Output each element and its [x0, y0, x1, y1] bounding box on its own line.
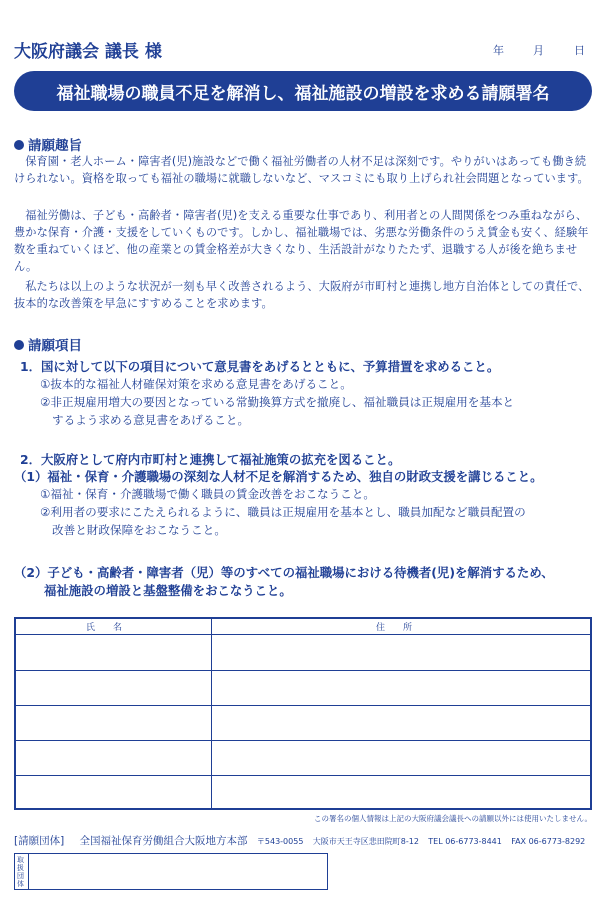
- date-month: 月: [533, 44, 544, 57]
- bullet-icon: [14, 140, 24, 150]
- col-header-address: 住所: [376, 623, 431, 633]
- handling-group-label: 取扱団体: [17, 856, 24, 888]
- signature-table: [14, 617, 592, 810]
- item-2: 2．大阪府として府内市町村と連携して福祉施策の拡充を図ること。: [20, 452, 401, 467]
- purpose-heading: [14, 134, 82, 154]
- bullet-icon: [14, 340, 24, 350]
- banner-title: 福祉職場の職員不足を解消し、福祉施設の増設を求める請願署名: [56, 83, 550, 104]
- org-fax: FAX 06-6773-8292: [511, 837, 586, 846]
- item-1-sub-1: ①抜本的な福祉人材確保対策を求める意見書をあげること。: [40, 377, 352, 391]
- purpose-paragraph-3: 私たちは以上のような状況が一刻も早く改善されるよう、大阪府が市町村と連携し地方自治体としての責任で、抜本的な改善策を早急にすすめることを求めます。: [14, 280, 590, 310]
- date-year: 年: [493, 44, 504, 57]
- row-divider: [16, 740, 590, 741]
- items-heading: [14, 334, 82, 354]
- handling-group-divider: [28, 854, 29, 889]
- item-2-1: （1）福祉・保育・介護職場の深刻な人材不足を解消するため、独自の財政支援を講じること。: [14, 469, 543, 484]
- item-1-sub-2-line-2: するよう求める意見書をあげること。: [52, 413, 250, 427]
- org-label: [請願団体]: [14, 835, 65, 847]
- item-2-2-line-2: 福祉施設の増設と基盤整備をおこなうこと。: [44, 583, 292, 598]
- purpose-paragraph-2: 福祉労働は、子ども・高齢者・障害者(児)を支える重要な仕事であり、利用者との人間関係をつみ重ねながら、豊かな保育・介護・支援をしていくものです。しかし、福祉職場では、劣悪な労働条件のうえ賃金も安く、経験年数を重ねていくほど、他の産業との賃金格差が大きくなり、生活設計がなりたたず、退職する人が後を絶ちません。: [14, 209, 589, 273]
- column-divider: [211, 619, 212, 808]
- row-divider: [16, 670, 590, 671]
- item-2-1-sub-2-line-2: 改善と財政保障をおこなうこと。: [52, 523, 226, 537]
- org-address: 大阪市天王寺区悲田院町8-12: [312, 837, 419, 846]
- handling-group-box: [14, 853, 328, 890]
- items-heading-text: 請願項目: [28, 338, 82, 354]
- item-1-sub-2-line-1: ②非正規雇用増大の要因となっている常勤換算方式を撤廃し、福祉職員は正規雇用を基本と: [40, 395, 515, 409]
- purpose-heading-text: 請願趣旨: [28, 138, 82, 154]
- item-2-1-sub-2-line-1: ②利用者の要求にこたえられるように、職員は正規雇用を基本とし、職員加配など職員配置の: [40, 505, 526, 519]
- col-header-name: 氏名: [86, 623, 141, 633]
- organization-line: [14, 833, 585, 848]
- item-2-1-sub-1: ①福祉・保育・介護職場で働く職員の賃金改善をおこなうこと。: [40, 487, 376, 501]
- row-divider: [16, 775, 590, 776]
- item-2-2-line-1: （2）子ども・高齢者・障害者（児）等のすべての福祉職場における待機者(児)を解消するため、: [14, 565, 554, 580]
- org-tel: TEL 06-6773-8441: [428, 837, 502, 846]
- item-1: 1．国に対して以下の項目について意見書をあげるとともに、予算措置を求めること。: [20, 359, 500, 374]
- title-banner: [14, 71, 592, 111]
- org-postal: 〒543-0055: [256, 837, 304, 846]
- org-name: 全国福祉保育労働組合大阪地方本部: [79, 835, 248, 847]
- addressee: 大阪府議会 議長 様: [14, 42, 162, 62]
- row-divider: [16, 705, 590, 706]
- date-day: 日: [574, 44, 585, 57]
- privacy-note: この署名の個人情報は上記の大阪府議会議長への請願以外には使用いたしません。: [314, 814, 592, 823]
- purpose-paragraph-1: 保育園・老人ホーム・障害者(児)施設などで働く福祉労働者の人材不足は深刻です。やりがいはあっても働き続けられない。資格を取っても福祉の職場に就職しないなど、マスコミにも取り上げられ社会問題となっています。: [14, 155, 589, 185]
